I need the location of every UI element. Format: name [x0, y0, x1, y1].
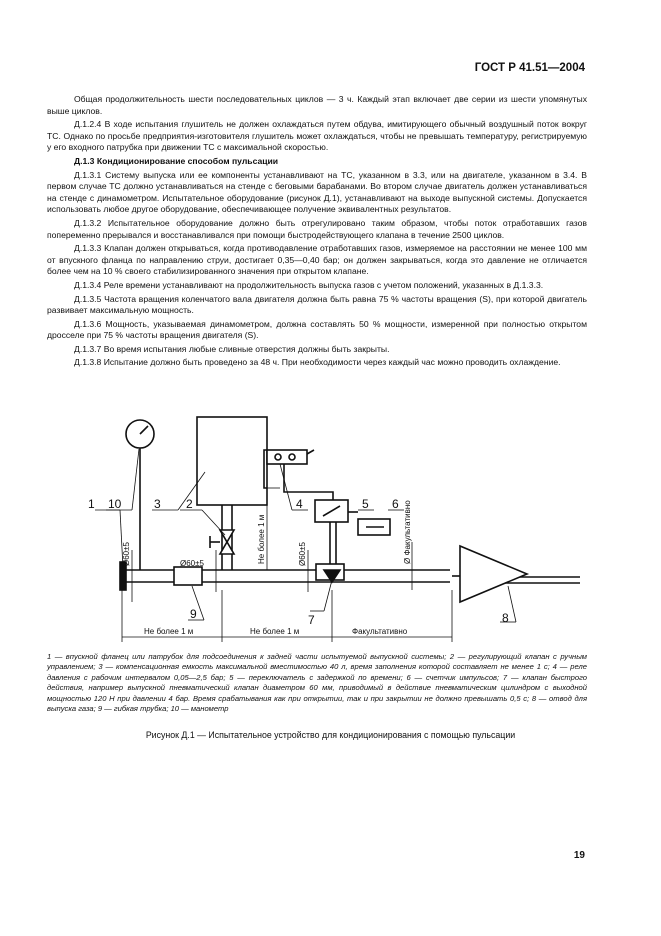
callout-6: 6 [392, 497, 399, 511]
paragraph: Общая продолжительность шести последовательных циклов — 3 ч. Каждый этап включает две серии из шести упомянутых выше циклов. [47, 94, 587, 116]
paragraph: Д.1.3.5 Частота вращения коленчатого вала двигателя должна быть равна 75 % частоты вращения (S), при которой двигатель развивает максимальную мощность. [47, 293, 587, 316]
paragraph: Д.1.3.4 Реле времени устанавливают на продолжительность выпуска газов с учетом положений, указанных в Д.1.3.3. [74, 279, 544, 290]
callout-5: 5 [362, 497, 369, 511]
dimension-label: Не более 1 м [250, 627, 300, 636]
callout-1: 1 [88, 497, 95, 511]
dimension-label: Не более 1 м [144, 627, 194, 636]
paragraph: Д.1.3.6 Мощность, указываемая динамометром, должна составлять 50 % мощности, измеренной при полностью открытом дросселе при 75 % частоты вращения двигателя (S). [47, 318, 587, 341]
callout-9: 9 [190, 607, 197, 621]
paragraph: Д.1.3.1 Систему выпуска или ее компоненты устанавливают на ТС, указанном в 3.3, или на двигателе, указанном в 3.4. В первом случае ТС должно устанавливаться на стенде с беговыми барабанами. Во втором случае двигатель должен устанавливаться на стенде с динамометром. Испытательное оборудование (рисунок Д.1), устанавливают на выходе выпускной системы. Допускается использовать любое другое оборудование, обеспечивающее получение эквивалентных результатов. [47, 169, 587, 215]
paragraph: Д.1.3.3 Клапан должен открываться, когда противодавление отработавших газов, измеряемое на расстоянии не менее 100 мм от впускного фланца по направлению струи, достигает 0,35—0,40 бар; он должен закрываться, когда это давление не отличается более чем на 10 % своего стабилизированного значения при открытом клапане. [47, 243, 587, 277]
dimension-label: Не более 1 м [257, 514, 266, 564]
figure-caption: Рисунок Д.1 — Испытательное устройство для кондиционирования с помощью пульсации [145, 730, 516, 740]
paragraph: Д.1.3.7 Во время испытания любые сливные отверстия должны быть закрыты. [74, 343, 390, 354]
dimension-label: Ø60±5 [122, 542, 131, 566]
paragraph: Д.1.2.4 В ходе испытания глушитель не должен охлаждаться путем обдува, имитирующего обычный воздушный поток вокруг ТС. Однако по просьбе предприятия-изготовителя глушитель может охлаждаться, чтобы не превышать температуру, регистрируемую у его входного патрубка при движении ТС с максимальной скоростью. [47, 119, 587, 153]
callout-3: 3 [154, 497, 161, 511]
callout-2: 2 [186, 497, 193, 511]
dimension-label: Ø Факультативно [403, 500, 412, 564]
page-number: 19 [573, 850, 585, 861]
test-device-diagram [40, 392, 580, 647]
dimension-label: Факультативно [352, 627, 408, 636]
dimension-label: Ø60±5 [180, 559, 204, 568]
dimension-label: Ø60±5 [298, 542, 307, 566]
figure-legend: 1 — впускной фланец или патрубок для подсоединения к задней части испытуемой выпускной системы; 2 — регулирующий клапан с ручным управлением; 3 — компенсационная емкость максимальной вместимостью 40 л, время заполнения которой составляет не менее 1 с; 4 — реле давления с рабочим интервалом 0,05—2,5 бар; 5 — переключатель с задержкой по времени; 6 — счетчик импульсов; 7 — клапан быстрого действия, например выпускной пневматический клапан диаметром 60 мм, приводимый в действие пневматическим цилиндром с выходной мощностью 120 Н при давлении 4 бар. Время срабатывания как при открытии, так и при закрытии не должно превышать 0,5 с; 8 — отвод для выпуска газа; 9 — гибкая трубка; 10 — манометр [47, 652, 587, 714]
paragraph: Д.1.3.2 Испытательное оборудование должно быть отрегулировано таким образом, чтобы поток отработавших газов попеременно прерывался и восстанавливался при помощи быстродействующего клапана в течение 2500 циклов. [47, 217, 587, 240]
callout-10: 10 [108, 497, 122, 511]
paragraph: Д.1.3.8 Испытание должно быть проведено за 48 ч. При необходимости через каждый час можно проводить охлаждение. [74, 357, 561, 368]
callout-7: 7 [308, 613, 315, 627]
body-text [47, 94, 587, 371]
callout-8: 8 [502, 611, 509, 625]
section-heading: Д.1.3 Кондиционирование способом пульсации [74, 155, 279, 166]
callout-4: 4 [296, 497, 303, 511]
document-code: ГОСТ Р 41.51—2004 [474, 62, 585, 74]
